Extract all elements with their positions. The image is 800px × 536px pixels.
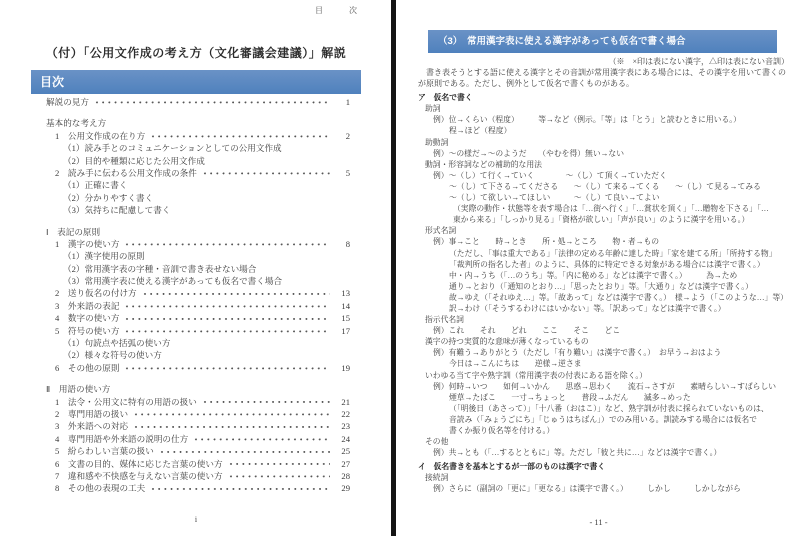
dot-leader [95,98,330,107]
intro-paragraph: 書き表そうとする語に使える漢字とその音訓が常用漢字表にある場合には、その漢字を用いて書くのが原則である。ただし、例外として仮名で書くものがある。 [418,68,786,89]
dot-leader [125,240,330,249]
document-title: （付）「公用文作成の考え方（文化審議会建議）」解説 [45,46,347,60]
toc-entry-label: （2）様々な符号の使い方 [63,350,162,361]
toc-entry-label: 6 文書の目的、媒体に応じた言葉の使い方 [55,458,223,469]
toc-entry-label: 1 漢字の使い方 [55,238,120,249]
toc-entry [32,482,350,494]
toc-page-number: 2 [345,130,350,141]
toc-entry-label: 2 送り仮名の付け方 [55,288,137,299]
word-class-label: いわゆる当て字や熟字訓（常用漢字表の付表にある語を除く。） [425,370,648,380]
toc-entry [32,192,350,204]
example-line: 程→ほど（程度） [449,126,512,136]
toc-entry [32,287,350,299]
toc-page-number: 15 [341,313,350,324]
example-line: 通り→とおり（「通知のとおり…」「思ったとおり」等。「大通り」などは漢字で書く。） [449,281,753,291]
toc-entry [32,458,350,470]
toc-entry [32,408,350,420]
example-line: 例）これ それ どれ ここ そこ どこ [433,326,621,336]
example-line: 故→ゆえ（「それゆえ…」等。「故あって」などは漢字で書く。） 様→よう（「このような…」等） [449,292,788,302]
dot-leader [143,289,330,298]
toc-entry-label: Ⅱ 用語の使い方 [46,384,111,395]
toc-entry [32,155,350,167]
word-class-label: 動詞・形容詞などの補助的な用法 [425,159,542,169]
example-line: 東から来る」「しっかり見る」「資格が欲しい」「声が良い」のように漢字を用いる。） [453,215,750,225]
toc-entry [32,130,350,142]
word-class-label: 形式名詞 [425,226,457,236]
toc-entry [32,349,350,361]
left-page-number: i [194,515,198,524]
toc-page-number: 1 [345,97,350,107]
word-class-label: 接続詞 [425,473,449,483]
toc-entry-label: （1）句読点や括弧の使い方 [63,338,171,349]
toc-page-number: 5 [345,167,350,178]
legend-note: （※ ×印は表にない漢字，△印は表にない音訓） [608,57,789,66]
toc-entry [32,167,350,179]
dot-leader [125,364,330,373]
toc-page-number: 14 [341,300,350,311]
toc-entry [32,433,350,445]
toc-entry-label: 3 外来語の表記 [55,300,120,311]
example-line: 例）位→くらい（程度） 等→など（例示。「等」は「とう」と読むときに用いる。） [433,115,741,125]
example-line: 例）～の様だ→～のようだ （やむを得）無い→ない [433,148,625,158]
toc-entry-label: 解説の見方 [46,97,89,107]
section-heading: イ 仮名書きを基本とするが一部のものは漢字で書く [418,462,606,472]
toc-gap [32,217,350,226]
toc-entry-label: 2 読み手に伝わる公用文作成の条件 [55,167,197,178]
example-line: 音読み（「みょうごにち」「じゅうはちばん」）でのみ用いる。訓読みする場合には仮名で [449,414,757,424]
toc-entry [32,396,350,408]
dot-leader [229,459,330,468]
left-page [0,0,392,536]
toc-entry-label: 7 違和感や不快感を与えない言葉の使い方 [55,470,223,481]
toc-entry [32,362,350,374]
dot-leader [134,422,330,431]
toc-page-number: 17 [341,325,350,336]
toc-entry [32,300,350,312]
toc-entry [32,275,350,287]
dot-leader [134,410,330,419]
example-line: ～（し）て欲しい→てほしい ～（し）て良い→てよい [449,193,660,203]
example-line: 例）共→とも（「…するとともに」等。ただし「彼と共に…」などは漢字で書く。） [433,448,722,458]
toc-entry [32,142,350,154]
example-line: 煙草→たばこ 一寸→ちょっと 普段→ふだん 滅多→めった [449,392,691,402]
toc-entry-label: Ⅰ 表記の原則 [46,226,101,237]
example-line: （ただし、「事は重大である」「法律の定める年齢に達した時」「家を建てる所」「所持する物」 [449,248,777,258]
example-line: 例）～（し）て行く→ていく ～（し）て頂く→ていただく [433,170,667,180]
toc-gap [32,374,350,383]
toc-entry [32,325,350,337]
toc-list [32,96,350,495]
dot-leader [151,132,330,141]
toc-section-header [32,226,350,238]
toc-page-number: 21 [341,396,350,407]
toc-entry-label: （2）目的や種類に応じた公用文作成 [63,155,205,166]
running-header: 目 次 [315,6,366,15]
right-page [397,0,800,536]
toc-page-number: 25 [341,446,350,457]
toc-section-header [32,117,350,129]
toc-entry-label: （1）読み手とのコミュニケーションとしての公用文作成 [63,143,282,154]
toc-entry-label: （1）正確に書く [63,180,128,191]
word-class-label: 漢字の持つ実質的な意味が薄くなっているもの [425,337,589,347]
toc-entry-label: 3 外来語への対応 [55,421,129,432]
example-line: 例）さらに（副詞の「更に」「更なる」は漢字で書く。） しかし しかしながら [433,484,741,494]
toc-entry [32,470,350,482]
right-content [418,67,792,495]
toc-entry-label: 8 その他の表現の工夫 [55,483,146,494]
right-page-number: - 11 - [589,517,608,527]
dot-leader [125,302,330,311]
example-line: 今日は→こんにちは 逆様→逆さま [449,359,582,369]
toc-page-number: 23 [341,421,350,432]
toc-page-number: 28 [341,470,350,481]
example-line: 書くか振り仮名等を付ける。） [449,426,555,435]
toc-entry [32,238,350,250]
toc-entry [32,445,350,457]
toc-entry-label: （3）気持ちに配慮して書く [63,205,171,216]
example-line: 「裁判所の指名した者」のように、具体的に特定できる対象がある場合には漢字で書く。） [449,259,765,269]
toc-entry [32,263,350,275]
toc-entry [32,96,350,108]
toc-section-header [32,383,350,395]
page-divider [391,0,396,536]
toc-entry-label: 4 数字の使い方 [55,313,120,324]
section-banner: （3） 常用漢字表に使える漢字があっても仮名で書く場合 [428,30,777,53]
toc-entry [32,420,350,432]
toc-entry [32,312,350,324]
dot-leader [125,327,330,336]
toc-page-number: 27 [341,458,350,469]
toc-entry-label: 5 紛らわしい言葉の扱い [55,446,154,457]
dot-leader [151,484,330,493]
toc-page-number: 13 [341,288,350,299]
toc-entry-label: （2）分かりやすく書く [63,192,154,203]
dot-leader [125,314,330,323]
toc-entry-label: 4 専門用語や外来語の説明の仕方 [55,433,189,444]
example-line: ～（し）て下さる→てくださる ～（し）て来る→てくる ～（し）て見る→てみる [449,181,761,191]
example-line: 例）何時→いつ 如何→いかん 思惑→思わく 流石→さすが 素晴らしい→すばらしい [433,381,777,391]
toc-entry-label: （3）常用漢字表に使える漢字があっても仮名で書く場合 [63,276,283,287]
toc-entry-label: （1）漢字使用の原則 [63,251,145,262]
toc-entry-label: 基本的な考え方 [46,118,107,129]
dot-leader [194,435,330,444]
toc-entry [32,204,350,216]
toc-entry-label: 1 法令・公用文に特有の用語の扱い [55,396,197,407]
word-class-label: 助動詞 [425,137,449,147]
toc-entry [32,337,350,349]
word-class-label: 指示代名詞 [425,315,464,325]
example-line: 訳→わけ（「そうするわけにはいかない」等。「訳あって」などは漢字で書く。） [449,303,726,313]
toc-entry-label: （2）常用漢字表の字種・音訓で書き表せない場合 [63,263,257,274]
toc-entry [32,250,350,262]
toc-entry-label: 6 その他の原則 [55,362,120,373]
toc-gap [32,108,350,117]
example-line: 例）有難う→ありがとう（ただし「有り難い」は漢字で書く。） お早う→おはよう [433,348,722,358]
dot-leader [203,169,330,178]
word-class-label: 助詞 [425,104,441,114]
example-line: （「明後日（あさって）」「十八番（おはこ）」など、熟字訓が付表に採られていないものは、 [449,403,769,413]
section-heading: ア 仮名で書く [418,93,473,103]
dot-leader [160,447,330,456]
example-line: 中・内→うち（「…のうち」等。「内に秘める」などは漢字で書く。） 為→ため [449,270,738,280]
toc-page-number: 19 [341,362,350,373]
toc-banner: 目次 [31,70,361,94]
dot-leader [229,472,330,481]
toc-entry [32,179,350,191]
word-class-label: その他 [425,437,449,447]
toc-entry-label: 2 専門用語の扱い [55,408,129,419]
toc-page-number: 8 [345,238,350,249]
toc-entry-label: 1 公用文作成の在り方 [55,130,146,141]
toc-entry-label: 5 符号の使い方 [55,325,120,336]
dot-leader [203,397,330,406]
example-line: 例）事→こと 時→とき 所・処→ところ 物・者→もの [433,237,660,247]
toc-page-number: 22 [341,408,350,419]
toc-page-number: 24 [341,433,350,444]
toc-page-number: 29 [341,483,350,494]
example-line: （実際の動作・状態等を表す場合は「…街へ行く」「…賞状を頂く」「…贈物を下さる」「… [453,204,769,214]
